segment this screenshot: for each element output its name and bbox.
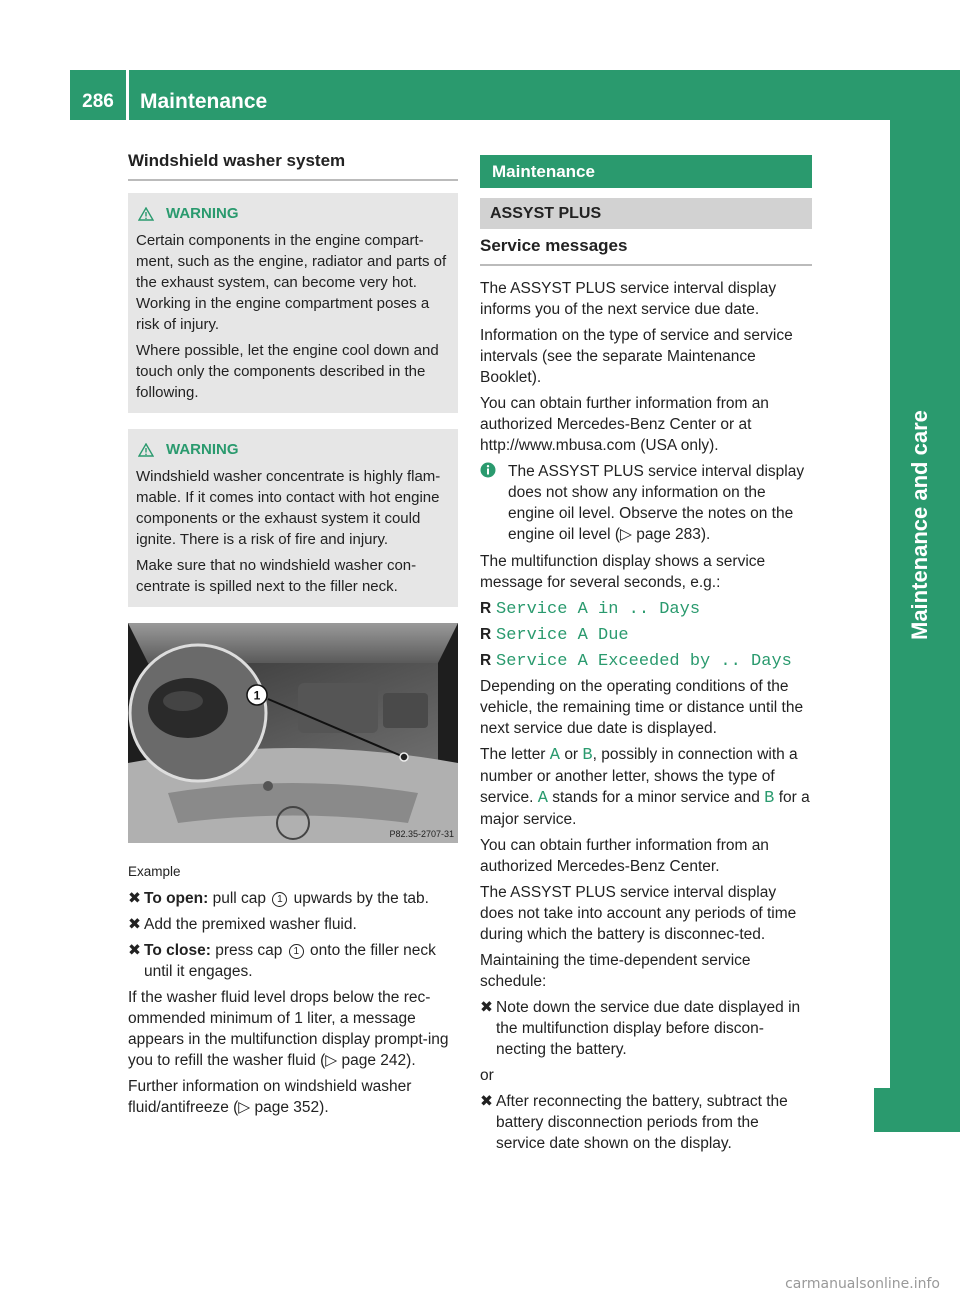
side-tab-marker bbox=[874, 1088, 890, 1132]
list-item bbox=[480, 624, 812, 646]
step-arrow-icon: ✖ bbox=[128, 890, 141, 907]
side-tab-label: Maintenance and care bbox=[907, 410, 932, 640]
info-icon bbox=[480, 462, 496, 478]
step-arrow-icon: ✖ bbox=[480, 1093, 493, 1110]
warning-text: Certain components in the engine compart-ment, such as the engine, radiator and parts of the exhaust system, can become very hot. Working in the engine compartment poses a risk of injury. bbox=[136, 232, 447, 333]
warning-text: Where possible, let the engine cool down and touch only the components described in the following. bbox=[136, 342, 439, 401]
body-paragraph: The ASSYST PLUS service interval display informs you of the next service due date. bbox=[480, 280, 777, 318]
engine-bay-photo bbox=[128, 623, 458, 843]
callout-number: 1 bbox=[289, 944, 304, 959]
subsection-header: ASSYST PLUS bbox=[480, 198, 812, 229]
photo-callout: 1 bbox=[253, 688, 261, 703]
text-run: The letter bbox=[480, 746, 546, 763]
warning-triangle-icon bbox=[138, 207, 154, 221]
service-letter: A bbox=[549, 746, 560, 765]
service-letter: B bbox=[764, 789, 775, 808]
right-column bbox=[480, 140, 812, 1159]
info-note bbox=[480, 461, 812, 545]
body-paragraph: Further information on windshield washer fluid/antifreeze (▷ page 352). bbox=[128, 1078, 412, 1116]
instruction-step bbox=[128, 940, 458, 982]
step-text: pull cap bbox=[212, 890, 267, 907]
body-paragraph bbox=[480, 744, 812, 830]
instruction-step bbox=[128, 914, 458, 935]
body-paragraph: Depending on the operating conditions of the vehicle, the remaining time or distance until the next service due date is displayed. bbox=[480, 678, 804, 737]
instruction-step bbox=[480, 997, 812, 1060]
bullet-icon: R bbox=[480, 600, 492, 617]
chapter-title: Maintenance bbox=[140, 90, 268, 113]
text-run: stands for a minor service and bbox=[552, 789, 760, 806]
display-message: Service A in .. Days bbox=[496, 600, 701, 619]
step-label: To close: bbox=[144, 942, 211, 959]
header-separator bbox=[126, 70, 129, 120]
step-text: After reconnecting the battery, subtract the battery disconnection periods from the service date shown on the display. bbox=[496, 1093, 788, 1152]
warning-triangle-icon bbox=[138, 443, 154, 457]
callout-number: 1 bbox=[272, 892, 287, 907]
step-text: upwards by the tab. bbox=[293, 890, 429, 907]
display-message: Service A Due bbox=[496, 626, 629, 645]
service-letter: B bbox=[582, 746, 593, 765]
body-paragraph: Information on the type of service and service intervals (see the separate Maintenance Booklet). bbox=[480, 327, 793, 386]
left-column bbox=[128, 140, 458, 1123]
body-paragraph: Maintaining the time-dependent service schedule: bbox=[480, 952, 751, 990]
list-item bbox=[480, 598, 812, 620]
step-arrow-icon: ✖ bbox=[128, 942, 141, 959]
instruction-step bbox=[480, 1091, 812, 1154]
image-caption: Example bbox=[128, 864, 181, 879]
warning-box bbox=[128, 429, 458, 607]
watermark: carmanualsonline.info bbox=[785, 1276, 940, 1292]
info-text: The ASSYST PLUS service interval display does not show any information on the engine oil level. Observe the notes on the engine oil level (▷ page 283). bbox=[508, 463, 805, 543]
body-paragraph: The multifunction display shows a service message for several seconds, e.g.: bbox=[480, 553, 766, 591]
body-paragraph: If the washer fluid level drops below the rec-ommended minimum of 1 liter, a message appears in the multifunction display prompt-ing you to refill the washer fluid (▷ page 242). bbox=[128, 989, 449, 1069]
bullet-icon: R bbox=[480, 626, 492, 643]
warning-label: WARNING bbox=[166, 205, 239, 222]
step-label: To open: bbox=[144, 890, 209, 907]
service-letter: A bbox=[537, 789, 548, 808]
step-arrow-icon: ✖ bbox=[128, 916, 141, 933]
section-title: Windshield washer system bbox=[128, 150, 458, 181]
step-text: Note down the service due date displayed in the multifunction display before discon-necting the battery. bbox=[496, 999, 801, 1058]
body-paragraph: You can obtain further information from an authorized Mercedes-Benz Center. bbox=[480, 837, 769, 875]
bullet-icon: R bbox=[480, 652, 492, 669]
step-text: Add the premixed washer fluid. bbox=[144, 916, 357, 933]
step-text: onto the filler neck until it engages. bbox=[144, 942, 436, 980]
section-title: Service messages bbox=[480, 235, 812, 266]
section-header: Maintenance bbox=[480, 155, 812, 188]
text-run: , possibly in connection with a number or another letter, shows the type of service. bbox=[480, 746, 798, 806]
warning-title bbox=[136, 203, 450, 224]
warning-text: Make sure that no windshield washer con-centrate is spilled next to the filler neck. bbox=[136, 557, 417, 595]
warning-label: WARNING bbox=[166, 441, 239, 458]
text-run: for a major service. bbox=[480, 789, 810, 828]
text-run: or bbox=[564, 746, 579, 763]
step-text: press cap bbox=[215, 942, 283, 959]
body-paragraph: You can obtain further information from an authorized Mercedes-Benz Center or at http://www.mbusa.com (USA only). bbox=[480, 395, 769, 454]
body-paragraph: The ASSYST PLUS service interval display does not take into account any periods of time during which the battery is disconnec-ted. bbox=[480, 884, 797, 943]
photo-code: P82.35-2707-31 bbox=[389, 829, 454, 839]
warning-box bbox=[128, 193, 458, 413]
body-paragraph: or bbox=[480, 1067, 494, 1084]
page-number: 286 bbox=[82, 91, 114, 112]
warning-title bbox=[136, 439, 450, 460]
instruction-step bbox=[128, 888, 458, 909]
warning-text: Windshield washer concentrate is highly flam-mable. If it comes into contact with hot engine components or the exhaust system it could ignite. There is a risk of fire and injury. bbox=[136, 468, 441, 548]
list-item bbox=[480, 650, 812, 672]
step-arrow-icon: ✖ bbox=[480, 999, 493, 1016]
display-message: Service A Exceeded by .. Days bbox=[496, 652, 792, 671]
